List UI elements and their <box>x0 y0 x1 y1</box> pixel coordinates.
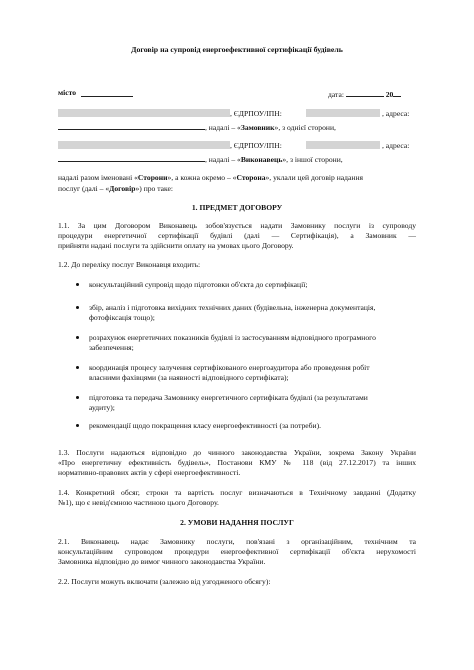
party2-edrpou-field[interactable] <box>306 141 380 149</box>
city-field[interactable] <box>81 88 133 97</box>
section1-heading: 1. ПРЕДМЕТ ДОГОВОРУ <box>191 203 283 212</box>
bullet-3: розрахунок енергетичних показників будівлі із застосуванням відповідного програмного забезпечення; <box>89 333 376 352</box>
party1-line1 <box>58 109 282 119</box>
bullet-1: консультаційний супровід щодо підготовки об'єкта до сертифікації; <box>89 280 308 289</box>
party2-address-label: , адреса: <box>382 141 410 150</box>
date-day-field[interactable] <box>346 88 384 97</box>
clause-1-2: 1.2. До переліку послуг Виконавця входить: <box>58 260 201 269</box>
clause-2-2: 2.2. Послуги можуть включати (залежно від узгодженого обсягу): <box>58 577 271 586</box>
clause-2-1: 2.1. Виконавець надає Замовнику послуги, пов'язані з організаційним, технічним та консультаційним супроводом процедури енергоефективної сертифікації об'єкта нерухомості Замовника відповідно до вимог чинного законодавства України. <box>58 537 416 566</box>
date-year-field[interactable] <box>393 88 401 97</box>
bullet-dot <box>76 306 79 309</box>
party2-line1 <box>58 141 282 151</box>
party1-edrpou-field[interactable] <box>306 109 380 117</box>
intro-line1: надалі разом іменовані «Сторони», а кожна окремо – «Сторона», уклали цей договір надання <box>58 173 364 182</box>
city-label: місто <box>58 88 77 97</box>
party1-edrpou-label: , ЄДРПОУ/ІПН: <box>230 109 282 118</box>
party2-line2: , надалі – «Виконавець», з іншої сторони, <box>58 153 343 165</box>
party1-line2: , надалі – «Замовник», з однієї сторони, <box>58 121 336 133</box>
bullet-6: рекомендації щодо покращення класу енергоефективності (за потреби). <box>89 421 321 430</box>
party1-address-field[interactable] <box>58 121 205 130</box>
party2-role: Виконавець <box>240 155 283 164</box>
party1-address-label: , адреса: <box>382 109 410 118</box>
date-field-row: дата: 20 <box>328 88 401 100</box>
document-title: Договір на супровід енергоефективної сертифікації будівель <box>131 45 343 54</box>
intro-line2: послуг (далі – «Договір») про таке: <box>58 184 174 193</box>
party1-role: Замовник <box>240 123 275 132</box>
party2-edrpou-label: , ЄДРПОУ/ІПН: <box>230 141 282 150</box>
bullet-dot <box>76 396 79 399</box>
clause-1-4: 1.4. Конкретний обсяг, строки та вартість послуг визначаються в Технічному завданні (Додатку №1), що є невід'ємною частиною цього Договору. <box>58 488 416 507</box>
bullet-5: підготовка та передача Замовнику енергетичного сертифіката будівлі (за результатами аудиту); <box>89 393 368 412</box>
bullet-dot <box>76 424 79 427</box>
party2-name-field[interactable] <box>58 141 230 149</box>
clause-1-1: 1.1. За цим Договором Виконавець зобов'язується надати Замовнику послуги із супроводу процедури енергетичної сертифікації будівлі (далі — Сертифікація), а Замовник — прийняти надані послуги та здійснити оплату на умовах цього Договору. <box>58 221 416 250</box>
bullet-dot <box>76 336 79 339</box>
party1-name-field[interactable] <box>58 109 230 117</box>
party2-address-field[interactable] <box>58 153 205 162</box>
bullet-dot <box>76 366 79 369</box>
date-year-prefix: 20 <box>385 90 394 99</box>
bullet-dot <box>76 283 79 286</box>
section2-heading: 2. УМОВИ НАДАННЯ ПОСЛУГ <box>180 518 294 527</box>
clause-1-3: 1.3. Послуги надаються відповідно до чинного законодавства України, зокрема Закону України «Про енергетичну ефективність будівель», Постанови КМУ № 118 (від 27.12.2017) та інших нормативно-правових актів у сфері енергоефективності. <box>58 448 416 477</box>
date-label: дата <box>328 90 342 99</box>
bullet-2: збір, аналіз і підготовка вихідних технічних даних (будівельна, інженерна документація, фотофіксація тощо); <box>89 303 376 322</box>
bullet-4: координація процесу залучення сертифікованого енергоаудитора або проведення робіт власними фахівцями (за наявності відповідного сертифіката); <box>89 363 370 382</box>
